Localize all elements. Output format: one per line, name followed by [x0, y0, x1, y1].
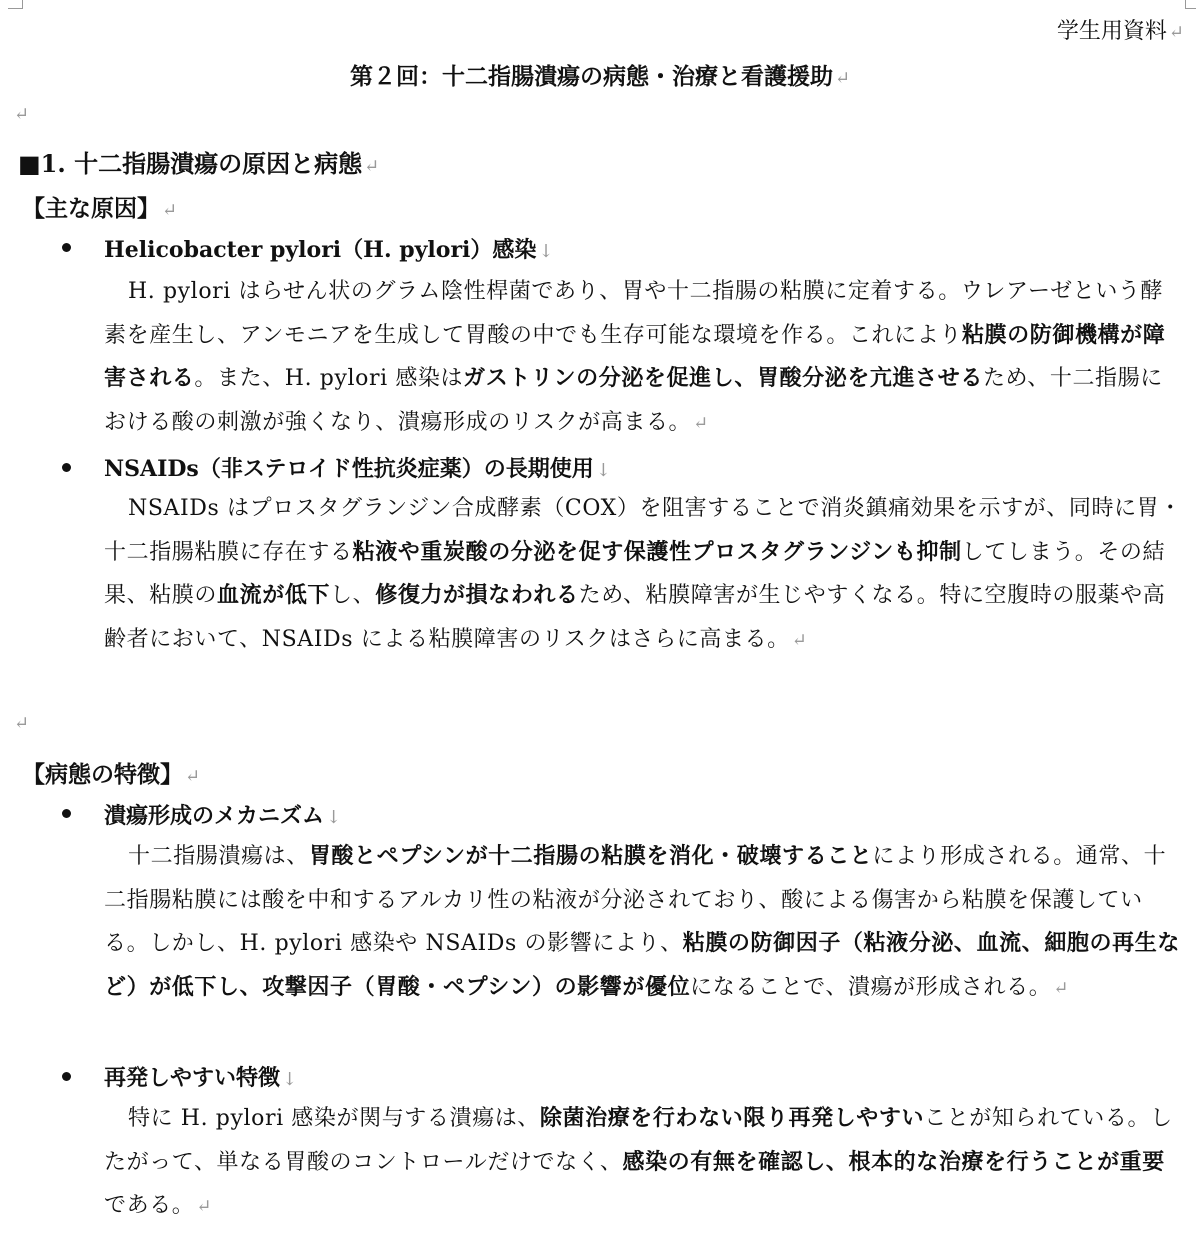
paragraph-text: である。 [104, 1193, 195, 1218]
paragraph-text: H. pylori はらせん状のグラム陰性桿菌であり、胃や十二指腸の粘膜に定着する。ウレアーゼという酵素を産生し、アンモニアを生成して胃酸の中でも生存可能な環境を作る。これにより [104, 279, 1164, 348]
emphasis-text: 粘膜の防御因子（粘液分泌、血流、細胞の再生など）が低下し、攻撃因子（胃酸・ペプシン）の影響が優位 [104, 930, 1180, 1000]
paragraph-text: 。また、H. pylori 感染は [194, 366, 464, 391]
emphasis-text: 除菌治療を行わない限り再発しやすい [539, 1105, 925, 1131]
paragraph-mark-icon: ↵ [693, 412, 709, 434]
paragraph-text: NSAIDs はプロスタグランジン合成酵素（COX）を阻害することで消炎鎮痛効果を示すが、同時に胃・十二指腸粘膜に存在する [104, 496, 1182, 565]
page-title: 第２回：十二指腸潰瘍の病態・治療と看護援助 ↵ [349, 63, 851, 90]
emphasis-text: 感染の有無を確認し、根本的な治療を行うことが重要 [622, 1148, 1165, 1175]
bullet-icon [62, 1072, 71, 1081]
paragraph-mark-icon: ↵ [185, 766, 201, 787]
bullet-paragraph [104, 487, 1182, 662]
paragraph-mark-icon: ↵ [14, 104, 30, 125]
bullet-paragraph [104, 1097, 1182, 1229]
paragraph-mark-icon: ↵ [834, 68, 851, 89]
paragraph-mark-icon: ↵ [1053, 977, 1070, 999]
bullet-icon [62, 809, 71, 818]
bullet-label: 再発しやすい特徴 ↓ [104, 1065, 298, 1091]
emphasis-text: 粘膜の防御機構が障害される [104, 321, 1166, 391]
emphasis-text: 粘液や重炭酸の分泌を促す保護性プロスタグランジンも抑制 [352, 538, 962, 565]
bullet-label: NSAIDs（非ステロイド性抗炎症薬）の長期使用 ↓ [104, 456, 611, 482]
line-break-mark-icon: ↓ [538, 241, 554, 262]
paragraph-text: ため、十二指腸における酸の刺激が強くなり、潰瘍形成のリスクが高まる。 [104, 366, 1163, 435]
paragraph-text: し、 [330, 583, 376, 608]
paragraph-mark-icon: ↵ [1168, 22, 1184, 43]
paragraph-text: 特に H. pylori 感染が関与する潰瘍は、 [128, 1106, 540, 1131]
bullet-paragraph [104, 835, 1182, 1010]
line-break-mark-icon: ↓ [282, 1069, 298, 1090]
emphasis-text: 胃酸とペプシンが十二指腸の粘膜を消化・破壊すること [308, 843, 873, 869]
paragraph-text: ため、粘膜障害が生じやすくなる。特に空腹時の服薬や高齢者において、NSAIDs による粘膜障害のリスクはさらに高まる。 [104, 583, 1166, 652]
section-heading: ■1. 十二指腸潰瘍の原因と病態 ↵ [18, 149, 380, 178]
paragraph-mark-icon: ↵ [196, 1196, 213, 1217]
line-break-mark-icon: ↓ [326, 807, 342, 828]
paragraph-mark-icon: ↵ [791, 629, 808, 651]
bullet-label: 潰瘍形成のメカニズム ↓ [104, 803, 342, 829]
bullet-icon [62, 463, 71, 472]
paragraph-text: になることで、潰瘍が形成される。 [690, 974, 1052, 1000]
empty-paragraph [14, 104, 29, 125]
subsection-heading-causes: 【主な原因】 ↵ [22, 195, 178, 222]
line-break-mark-icon: ↓ [595, 460, 611, 481]
emphasis-text: ガストリンの分泌を促進し、胃酸分泌を亢進させる [463, 365, 983, 391]
emphasis-text: 修復力が損なわれる [375, 582, 579, 608]
empty-paragraph [14, 713, 29, 734]
paragraph-mark-icon: ↵ [162, 200, 178, 221]
bullet-paragraph [104, 270, 1182, 445]
page-corner-mark [8, 0, 23, 9]
paragraph-text: してしまう。その結果、粘膜の [104, 539, 1166, 608]
page-corner-mark [1185, 0, 1196, 9]
bullet-icon [62, 243, 71, 252]
subsection-heading-pathology: 【病態の特徴】 ↵ [22, 761, 201, 788]
paragraph-mark-icon: ↵ [14, 713, 30, 734]
paragraph-mark-icon: ↵ [364, 156, 380, 177]
bullet-label: Helicobacter pylori（H. pylori）感染 ↓ [104, 237, 554, 263]
paragraph-text: 十二指腸潰瘍は、 [128, 844, 309, 869]
paragraph-text: ことが知られている。したがって、単なる胃酸のコントロールだけでなく、 [104, 1106, 1173, 1175]
emphasis-text: 血流が低下 [217, 582, 331, 608]
paragraph-text: により形成される。通常、十二指腸粘膜には酸を中和するアルカリ性の粘液が分泌されており、酸による傷害から粘膜を保護している。しかし、H. pylori 感染や NSAIDs の影響により、 [104, 844, 1167, 956]
doc-label: 学生用資料 ↵ [1056, 19, 1184, 44]
